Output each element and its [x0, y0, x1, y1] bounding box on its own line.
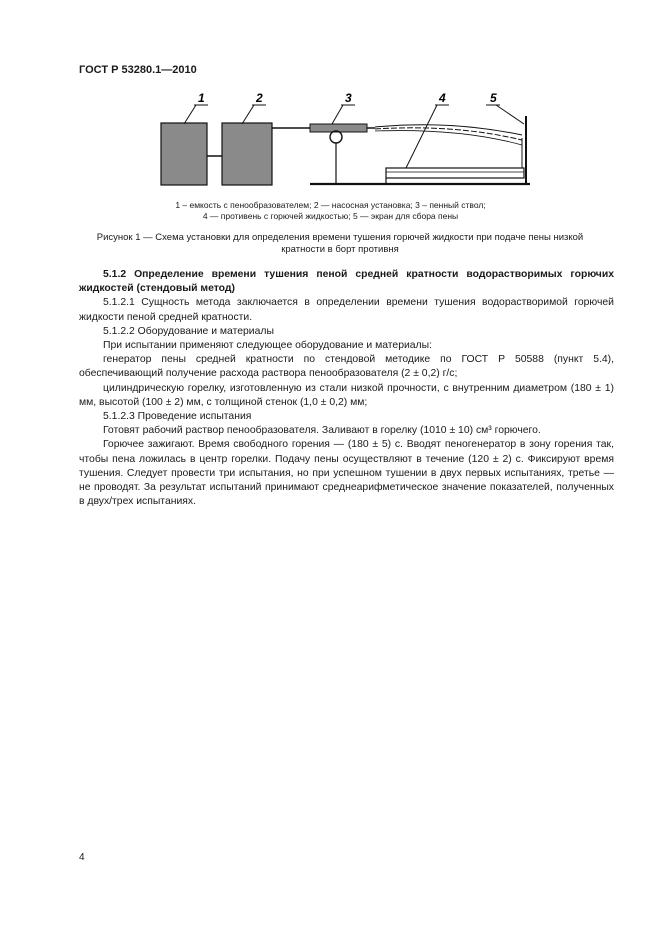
page-number: 4	[79, 852, 85, 863]
subsection-heading: 5.1.2.3 Проведение испытания	[103, 411, 252, 423]
label-3: 3	[345, 91, 352, 105]
paragraph: Горючее зажигают. Время свободного горения — (180 ± 5) с. Вводят пеногенератор в зону горения так, чтобы пена ложилась в центр горелки. Подачу пены осуществляют в течение (120 ± 2) с. Фиксируют время тушения. Следует провести три испытания, но при успешном тушении в двух первых испытаниях, третье — не проводят. За результат испытаний принимают среднеарифметическое значение показателей, полученных в двух/трех испытаниях.	[79, 439, 614, 508]
label-2: 2	[256, 91, 263, 105]
paragraph: Готовят рабочий раствор пенообразователя. Заливают в горелку (1010 ± 10) см³ горючего.	[103, 425, 541, 437]
figure-legend	[0, 200, 661, 222]
label-4: 4	[439, 91, 446, 105]
paragraph: цилиндрическую горелку, изготовленную из стали низкой прочности, с внутренним диаметром (180 ± 1) мм, высотой (100 ± 2) мм, с толщиной стенок (1,0 ± 0,2) мм;	[79, 382, 614, 408]
pump-unit	[222, 123, 272, 185]
figure-caption-line-2: кратности в борт противня	[281, 244, 399, 255]
body-text	[79, 268, 614, 509]
paragraph: При испытании применяют следующее оборудование и материалы:	[103, 340, 432, 352]
subsection-heading: 5.1.2.2 Оборудование и материалы	[103, 325, 274, 337]
label-1: 1	[198, 91, 205, 105]
legend-line-2: 4 — противень с горючей жидкостью; 5 — экран для сбора пены	[202, 211, 459, 221]
foam-stream	[375, 125, 522, 135]
legend-line-1: 1 – емкость с пенообразователем; 2 — насосная установка; 3 – пенный ствол;	[175, 200, 486, 210]
fuel-tray	[386, 168, 524, 178]
figure-caption	[60, 232, 620, 256]
section-heading: 5.1.2 Определение времени тушения пеной средней кратности водорастворимых горючих жидкостей (стендовый метод)	[79, 269, 614, 295]
figure-caption-line-1: Рисунок 1 — Схема установки для определения времени тушения горючей жидкости при подаче пены низкой	[96, 232, 584, 243]
paragraph: генератор пены средней кратности по стендовой методике по ГОСТ Р 50588 (пункт 5.4), обеспечивающий получение расхода раствора пенообразователя (2 ± 0,2) г/с;	[79, 354, 614, 380]
document-header: ГОСТ Р 53280.1—2010	[79, 64, 197, 76]
test-setup-diagram	[150, 90, 540, 202]
foam-tank	[161, 123, 207, 185]
label-5: 5	[490, 91, 497, 105]
paragraph: 5.1.2.1 Сущность метода заключается в определении времени тушения водорастворимой горючей жидкости пеной средней кратности.	[79, 297, 614, 323]
